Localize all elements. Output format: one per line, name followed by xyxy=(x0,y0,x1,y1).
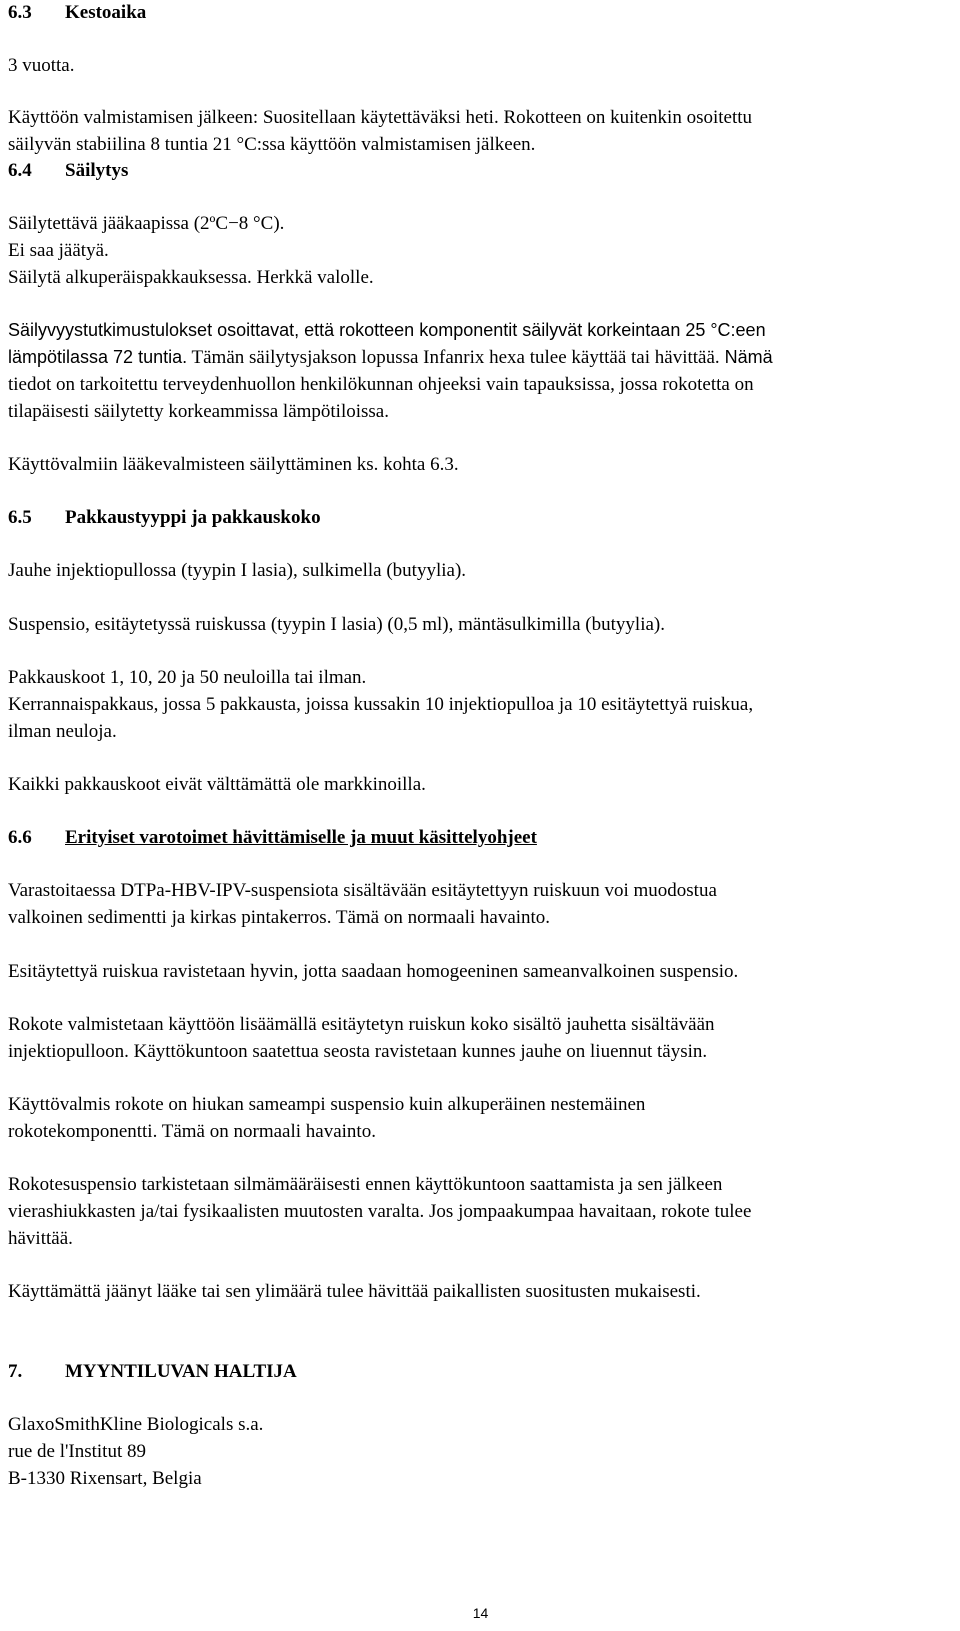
paragraph-line: Säilyvyystutkimustulokset osoittavat, että rokotteen komponentit säilyvät korkeintaan 25 °C:een xyxy=(8,320,766,340)
page-number: 14 xyxy=(472,1605,489,1621)
paragraph-line: Säilytä alkuperäispakkauksessa. Herkkä valolle. xyxy=(8,267,374,288)
section-6-3-heading xyxy=(8,0,953,27)
section-number: 6.5 xyxy=(8,507,32,528)
paragraph-line: Käyttöön valmistamisen jälkeen: Suositellaan käytettäväksi heti. Rokotteen on kuitenkin osoitettu xyxy=(8,107,753,128)
paragraph-line: Rokotesuspensio tarkistetaan silmämääräisesti ennen käyttökuntoon saattamista ja sen jälkeen xyxy=(8,1174,723,1195)
paragraph-line: Kerrannaispakkaus, jossa 5 pakkausta, joissa kussakin 10 injektiopulloa ja 10 esitäytettyä ruiskua, xyxy=(8,694,754,715)
paragraph-line: Suspensio, esitäytetyssä ruiskussa (tyypin I lasia) (0,5 ml), mäntäsulkimilla (butyylia). xyxy=(8,614,665,635)
paragraph-line xyxy=(8,344,953,372)
section-title: Pakkaustyyppi ja pakkauskoko xyxy=(65,507,321,528)
text-run: Nämä xyxy=(719,347,773,367)
section-title: Kestoaika xyxy=(65,2,147,23)
section-number: 6.6 xyxy=(8,827,32,848)
paragraph-line: tiedot on tarkoitettu terveydenhuollon henkilökunnan ohjeeksi vain tapauksissa, jossa rokotetta on xyxy=(8,374,754,395)
paragraph-line: Ei saa jäätyä. xyxy=(8,240,109,261)
section-6-6-heading xyxy=(8,824,953,852)
section-number: 6.3 xyxy=(8,2,32,23)
shelf-life-text: 3 vuotta. xyxy=(8,55,75,76)
paragraph-line: ilman neuloja. xyxy=(8,721,117,742)
paragraph-line: Säilytettävä jääkaapissa (2ºC−8 °C). xyxy=(8,213,285,234)
paragraph-line: rokotekomponentti. Tämä on normaali havainto. xyxy=(8,1121,376,1142)
section-number: 7. xyxy=(8,1361,23,1382)
address-line: rue de l'Institut 89 xyxy=(8,1441,146,1462)
paragraph-line: Kaikki pakkauskoot eivät välttämättä ole markkinoilla. xyxy=(8,774,426,795)
paragraph-line: Jauhe injektiopullossa (tyypin I lasia), sulkimella (butyylia). xyxy=(8,560,467,581)
address-line: GlaxoSmithKline Biologicals s.a. xyxy=(8,1414,264,1435)
paragraph-line: Käyttövalmis rokote on hiukan sameampi suspensio kuin alkuperäinen nestemäinen xyxy=(8,1094,646,1115)
paragraph-line: Rokote valmistetaan käyttöön lisäämällä esitäytetyn ruiskun koko sisältö jauhetta sisältävään xyxy=(8,1014,715,1035)
section-title: Säilytys xyxy=(65,160,129,181)
section-6-5-heading xyxy=(8,504,953,532)
section-number: 6.4 xyxy=(8,160,32,181)
paragraph-line: Käyttövalmiin lääkevalmisteen säilyttäminen ks. kohta 6.3. xyxy=(8,454,459,475)
section-7-heading xyxy=(8,1358,953,1386)
paragraph-line: vierashiukkasten ja/tai fysikaalisten muutosten varalta. Jos jompaakumpaa havaitaan, rokote tulee xyxy=(8,1201,752,1222)
paragraph-line: Pakkauskoot 1, 10, 20 ja 50 neuloilla tai ilman. xyxy=(8,667,367,688)
section-title: MYYNTILUVAN HALTIJA xyxy=(65,1361,297,1382)
paragraph-line: Käyttämättä jäänyt lääke tai sen ylimäärä tulee hävittää paikallisten suositusten mukaisesti. xyxy=(8,1281,701,1302)
text-run: Tämän säilytysjakson lopussa Infanrix hexa tulee käyttää tai hävittää. xyxy=(187,347,720,368)
paragraph-line: injektiopulloon. Käyttökuntoon saatettua seosta ravistetaan kunnes jauhe on liuennut täysin. xyxy=(8,1041,708,1062)
paragraph-line: säilyvän stabiilina 8 tuntia 21 °C:ssa käyttöön valmistamisen jälkeen. xyxy=(8,134,536,155)
paragraph-line: valkoinen sedimentti ja kirkas pintakerros. Tämä on normaali havainto. xyxy=(8,907,551,928)
paragraph-line: Esitäytettyä ruiskua ravistetaan hyvin, jotta saadaan homogeeninen sameanvalkoinen suspensio. xyxy=(8,961,739,982)
address-line: B-1330 Rixensart, Belgia xyxy=(8,1468,202,1489)
paragraph-line: tilapäisesti säilytetty korkeammissa lämpötiloissa. xyxy=(8,401,389,422)
text-run: lämpötilassa 72 tuntia. xyxy=(8,347,188,367)
paragraph-line: hävittää. xyxy=(8,1228,73,1249)
paragraph-line: Varastoitaessa DTPa-HBV-IPV-suspensiota sisältävään esitäytettyyn ruiskuun voi muodostua xyxy=(8,880,717,901)
section-title: Erityiset varotoimet hävittämiselle ja muut käsittelyohjeet xyxy=(65,827,537,848)
section-6-4-heading xyxy=(8,157,953,185)
